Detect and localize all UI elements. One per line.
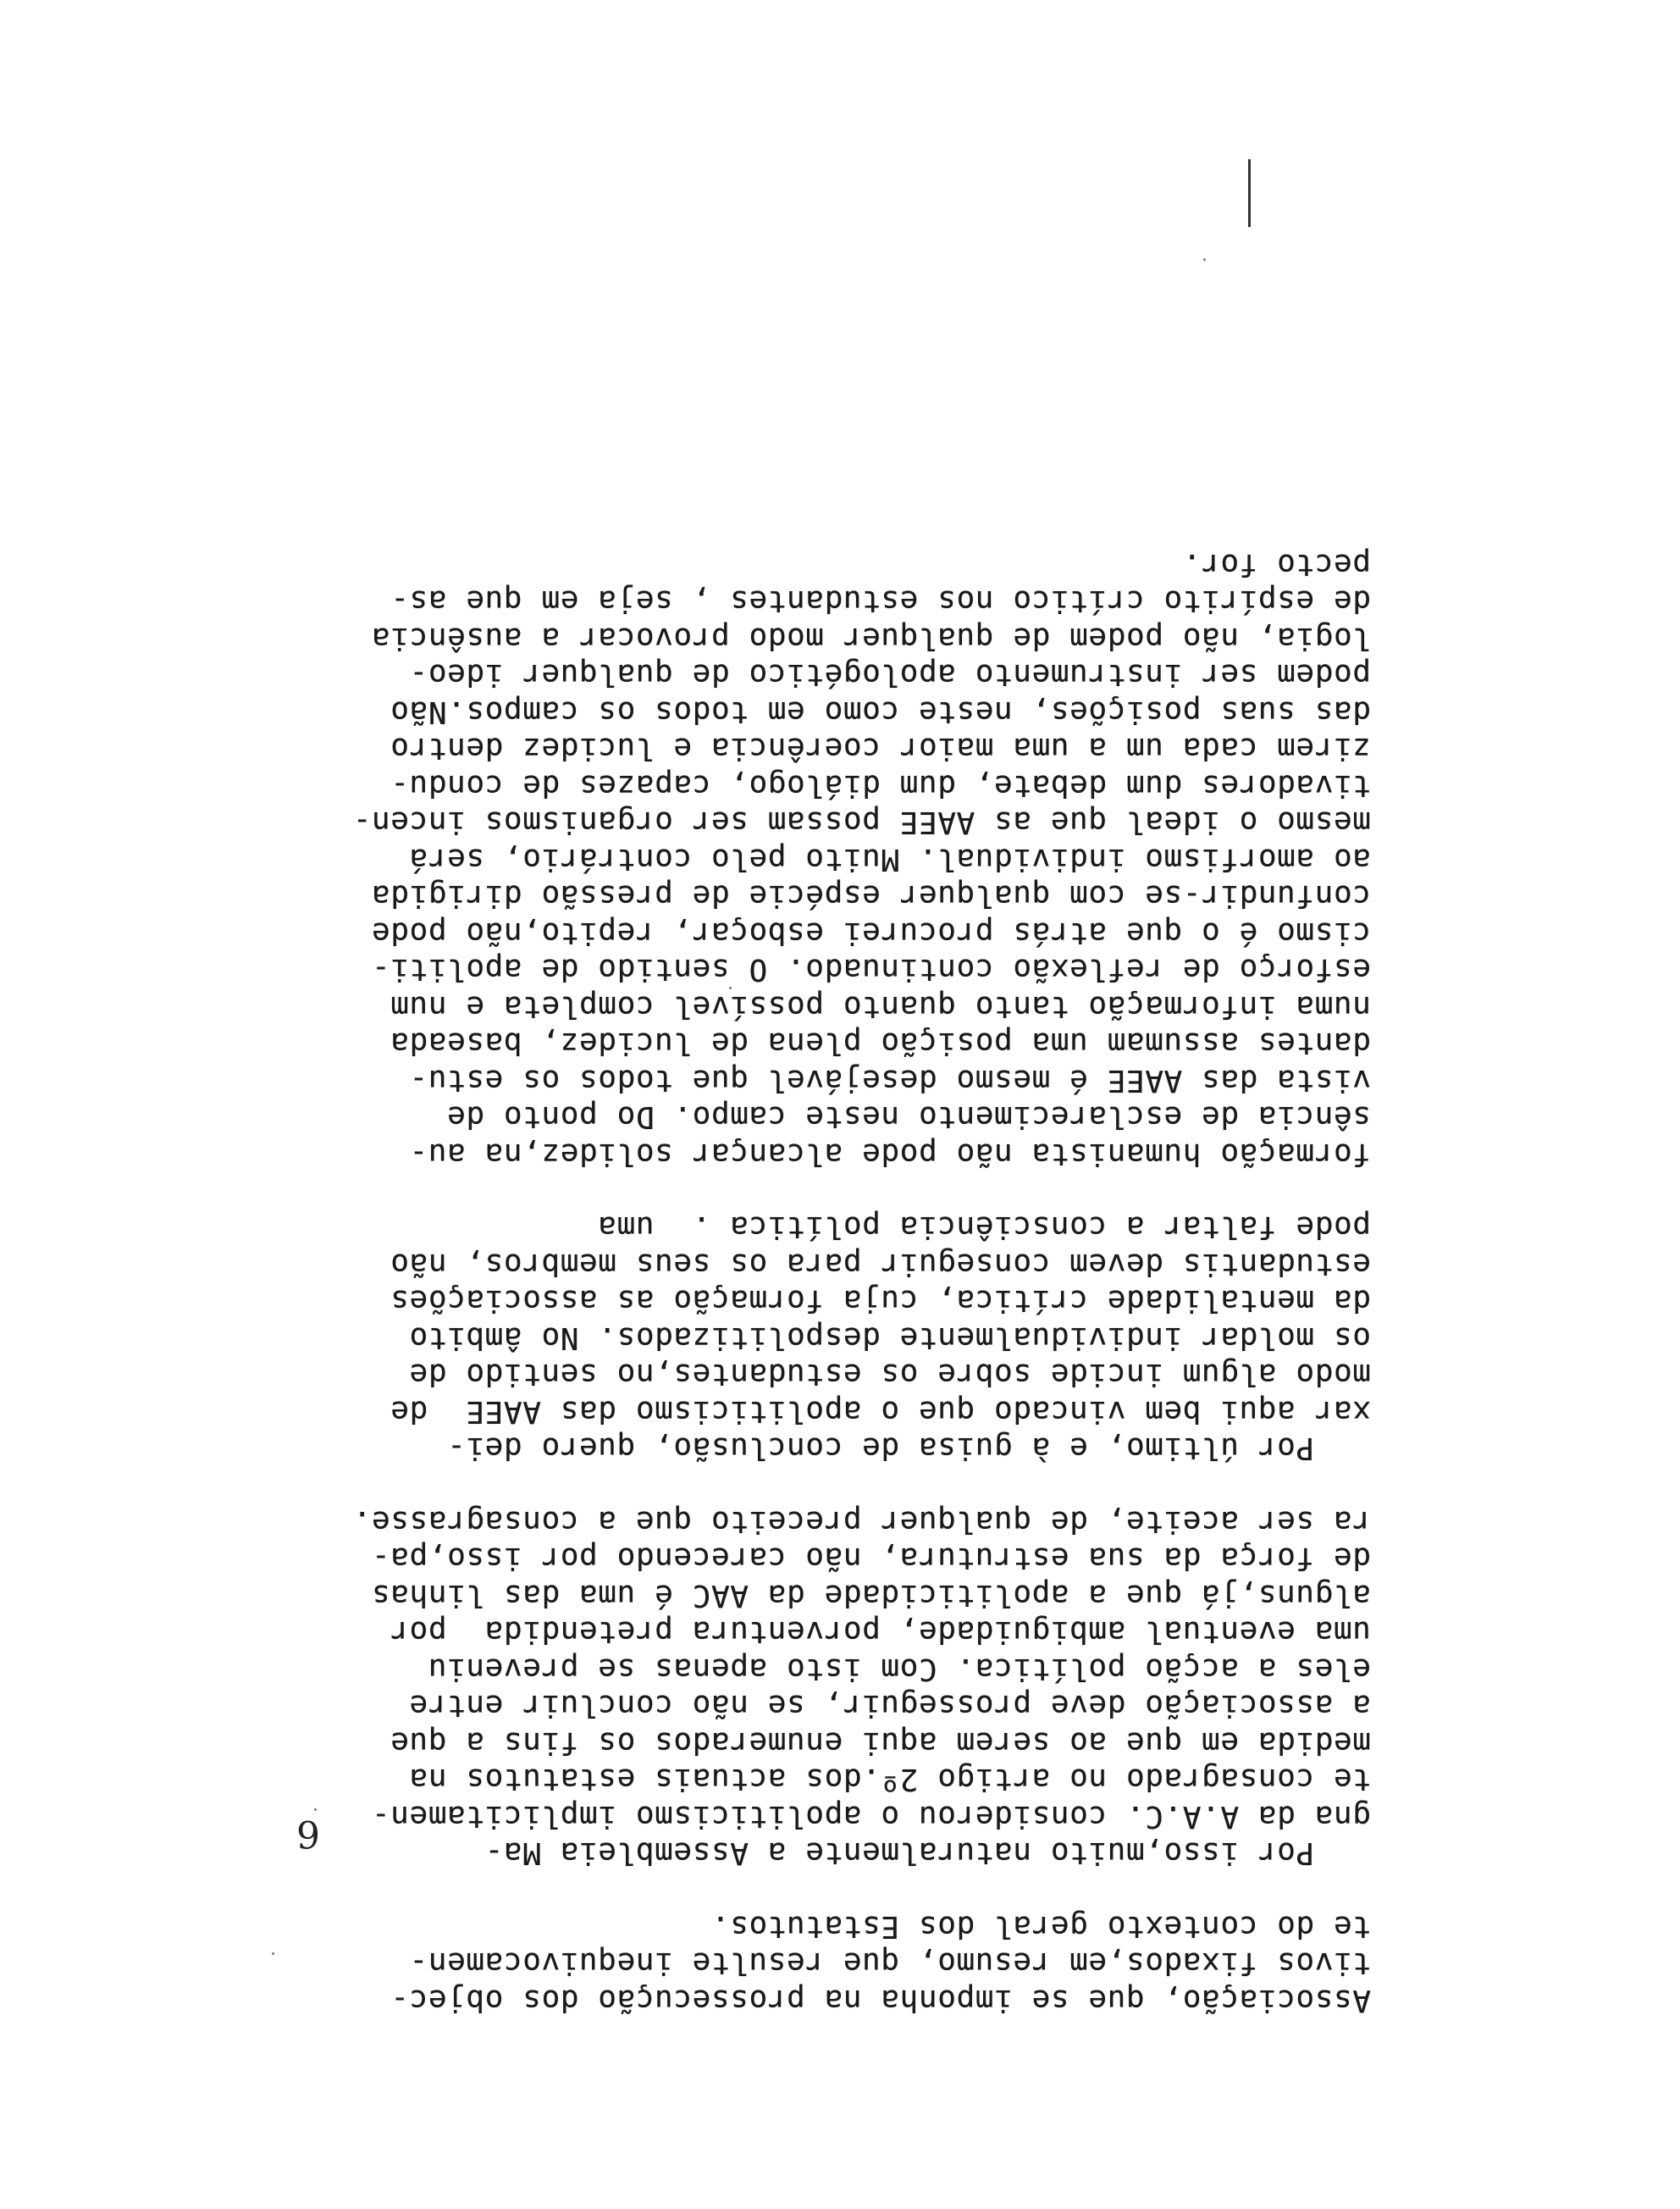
text-line: modo algum incide sobre os estudantes,no sentido de	[409, 1357, 1371, 1392]
paragraph-2	[304, 1503, 1371, 1872]
text-line: eles a acção política. Com isto apenas se preveniu	[428, 1652, 1371, 1686]
text-line: uma eventual ambiguidade, porventura pretendida por	[390, 1614, 1371, 1650]
ink-speck	[1203, 258, 1206, 261]
text-line: ao amorfismo individual. Muito pelo contrário, será	[409, 842, 1371, 877]
text-line: estudantis devem conseguir para os seus membros, não	[390, 1247, 1371, 1282]
text-line: logia, não podem de qualquer modo provocar a ausência	[371, 621, 1371, 656]
text-line: te do contexto geral dos Estatutos.	[710, 1909, 1371, 1944]
text-line: pode faltar a consciência política . uma	[597, 1210, 1371, 1245]
pen-mark	[1248, 159, 1251, 227]
text-line: tivos fixados,em resumo, que resulte inequivocamen-	[409, 1946, 1371, 1981]
text-line: zirem cada um a uma maior coerência e lucidez dentro	[390, 731, 1371, 767]
ink-speck	[314, 1808, 317, 1811]
text-line: de espírito crítico nos estudantes , seja em que as-	[390, 584, 1371, 619]
text-line: Associação, que se imponha na prossecução dos objec-	[390, 1983, 1371, 2018]
text-line: cismo é o que atrás procurei esboçar, repito,não pode	[371, 916, 1371, 950]
paragraph-gap	[304, 1467, 1371, 1503]
paragraph-gap	[304, 1872, 1371, 1908]
paragraph-gap	[304, 1172, 1371, 1209]
text-line: confundir-se com qualquer espécie de pressão dirigida	[371, 878, 1371, 914]
paragraph-1	[304, 1908, 1371, 2019]
page-number: 6	[296, 1812, 320, 1855]
text-line: das suas posições, neste como em todos os campos.Não	[390, 695, 1371, 729]
text-line: te consagrado no artigo 2º.dos actuais estatutos na	[409, 1762, 1371, 1797]
text-line: alguns,já que a apoliticidade da AAC é uma das linhas	[371, 1578, 1371, 1613]
ink-speck	[729, 987, 732, 989]
text-line: formação humanista não pode alcançar solidez,na au-	[409, 1137, 1371, 1171]
text-line: os moldar individualmente despolitizados. No âmbito	[409, 1320, 1371, 1355]
text-line: ra ser aceite, de qualquer preceito que a consagrasse.	[352, 1504, 1371, 1539]
text-line: Por isso,muito naturalmente a Assembleia Ma-	[484, 1835, 1371, 1871]
text-line: gna da A.A.C. considerou o apoliticismo implicitamen-	[371, 1799, 1371, 1834]
text-line: xar aqui bem vincado que o apoliticismo das AAEE de	[390, 1394, 1371, 1429]
text-line: podem ser instrumento apologético de qualquer ideo-	[409, 657, 1371, 693]
text-line: tivadores dum debate, dum diálogo, capazes de condu-	[390, 768, 1371, 803]
ink-speck	[272, 1952, 274, 1955]
text-line: de força da sua estrutura, não carecendo por isso,pa-	[371, 1541, 1371, 1576]
text-line: vista das AAEE é mesmo desejável que todos os estu-	[409, 1063, 1371, 1098]
text-line: sência de esclarecimento neste campo. Do ponto de	[446, 1099, 1371, 1135]
text-line: dantes assumam uma posição plena de lucidez, baseada	[390, 1026, 1371, 1061]
text-line: Por último, e à guisa de conclusão, quero dei-	[446, 1431, 1371, 1466]
paragraph-3	[304, 1209, 1371, 1467]
text-line: pecto for.	[1182, 547, 1371, 582]
text-line: esforço de reflexão continuado. O sentido de apoliti-	[371, 952, 1371, 988]
text-line: numa informação tanto quanto possível completa e num	[390, 989, 1371, 1024]
text-line: mesmo o ideal que as AAEE possam ser organismos incen-	[352, 805, 1371, 840]
text-line: a associação deve prosseguir, se não concluir entre	[409, 1688, 1371, 1724]
text-line: da mentalidade crítica, cuja formação as associações	[390, 1283, 1371, 1319]
body-text	[304, 546, 1371, 2019]
paragraph-4	[304, 546, 1371, 1173]
text-line: medida em que ao serem aqui enumerados os fins a que	[390, 1725, 1371, 1760]
